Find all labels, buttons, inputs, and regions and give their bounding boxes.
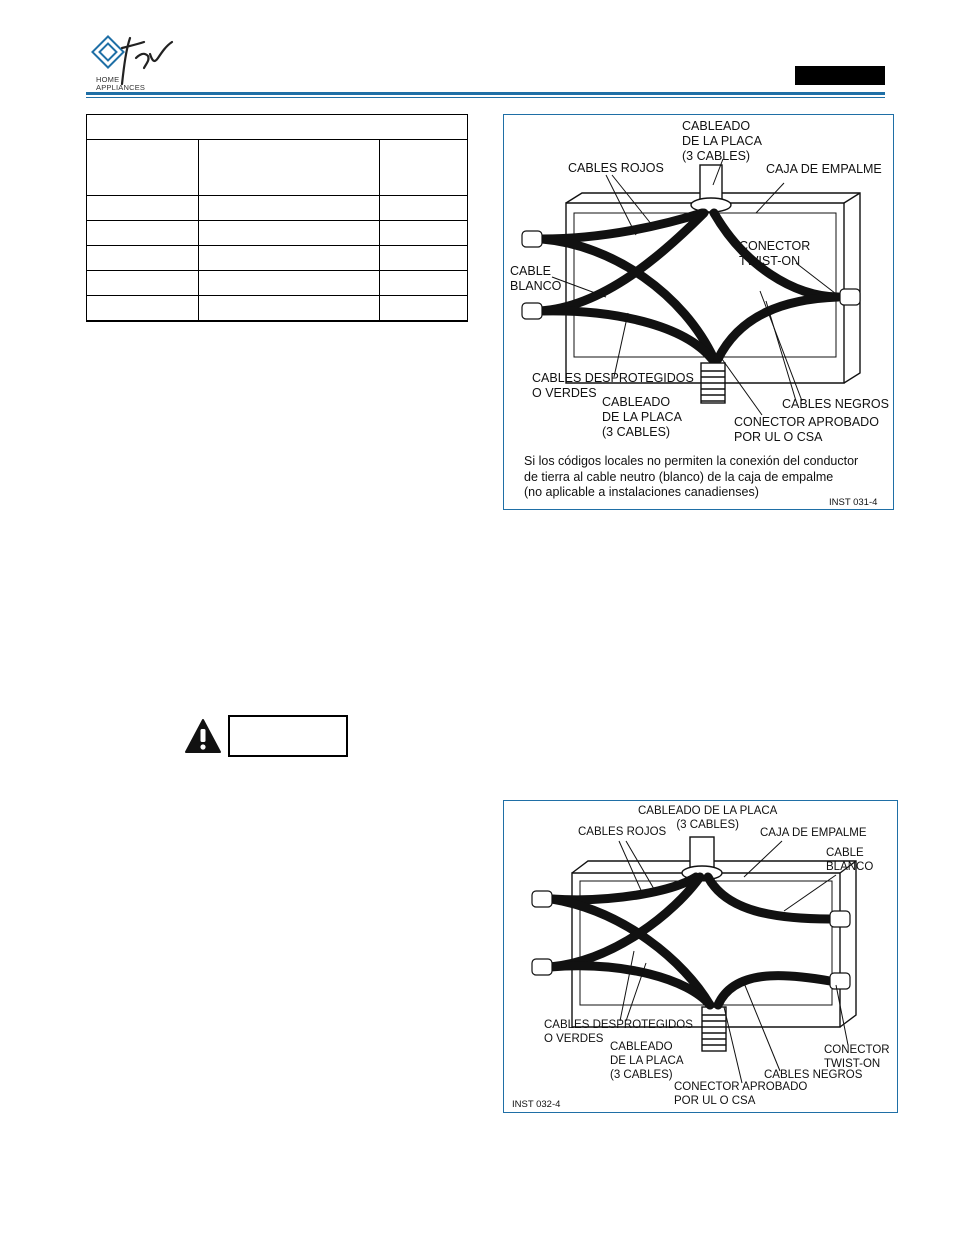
label-caja-empalme: CAJA DE EMPALME (766, 162, 882, 176)
label-cableado-bottom: CABLEADO DE LA PLACA (3 CABLES) (602, 395, 682, 439)
figure1-note: Si los códigos locales no permiten la conexión del conductor de tierra al cable neutro (blanco) de la caja de empalme (no aplicable a instalaciones canadienses) (524, 454, 859, 499)
label-conector-ul: CONECTOR APROBADO POR UL O CSA (674, 1081, 808, 1107)
table-cell (380, 296, 468, 322)
label-cables-rojos: CABLES ROJOS (578, 826, 667, 838)
table-cell (380, 246, 468, 271)
label-desprotegidos: CABLES DESPROTEGIDOS O VERDES (544, 1019, 693, 1045)
table-header-cell (87, 140, 199, 196)
warning-label-box (228, 715, 348, 757)
label-cableado-bottom: CABLEADO DE LA PLACA (3 CABLES) (610, 1041, 684, 1081)
table-cell (87, 221, 199, 246)
table-cell (87, 246, 199, 271)
label-cables-rojos: CABLES ROJOS (568, 161, 664, 175)
figure1-code: INST 031-4 (829, 497, 878, 508)
label-cable-blanco: CABLE BLANCO (510, 264, 562, 293)
table-cell (380, 221, 468, 246)
wiring-diagram-2 (503, 800, 898, 1113)
logo-text: HOME APPLIANCES (96, 75, 146, 92)
label-conector-twist: CONECTOR TWIST-ON (824, 1044, 890, 1070)
label-conector-twist: CONECTOR TWIST-ON (739, 239, 811, 268)
figure2-code: INST 032-4 (512, 1099, 561, 1110)
table-cell (87, 196, 199, 221)
table-cell (199, 196, 380, 221)
label-cableado-top: CABLEADO DE LA PLACA (3 CABLES) (682, 119, 762, 163)
header-rule (86, 92, 885, 95)
label-cable-blanco: CABLE BLANCO (826, 847, 874, 873)
label-cableado-top: CABLEADO DE LA PLACA (3 CABLES) (638, 805, 778, 831)
label-conector-ul: CONECTOR APROBADO POR UL O CSA (734, 415, 879, 444)
header-tab (795, 66, 885, 85)
table-cell (199, 271, 380, 296)
table-title-cell (87, 115, 468, 140)
table-header-cell (199, 140, 380, 196)
label-cables-negros: CABLES NEGROS (764, 1069, 863, 1081)
label-desprotegidos: CABLES DESPROTEGIDOS O VERDES (532, 371, 694, 400)
label-caja-empalme: CAJA DE EMPALME (760, 827, 867, 839)
label-cables-negros: CABLES NEGROS (782, 397, 889, 411)
wiring-diagram-1 (503, 114, 894, 510)
table-cell (199, 246, 380, 271)
table-header-cell (380, 140, 468, 196)
spec-table (86, 114, 468, 322)
header-rule-thin (86, 97, 885, 98)
table-cell (380, 271, 468, 296)
table-cell (380, 196, 468, 221)
table-cell (87, 296, 199, 322)
warning-triangle-icon (184, 717, 222, 755)
table-cell (87, 271, 199, 296)
table-cell (199, 221, 380, 246)
table-cell (199, 296, 380, 322)
